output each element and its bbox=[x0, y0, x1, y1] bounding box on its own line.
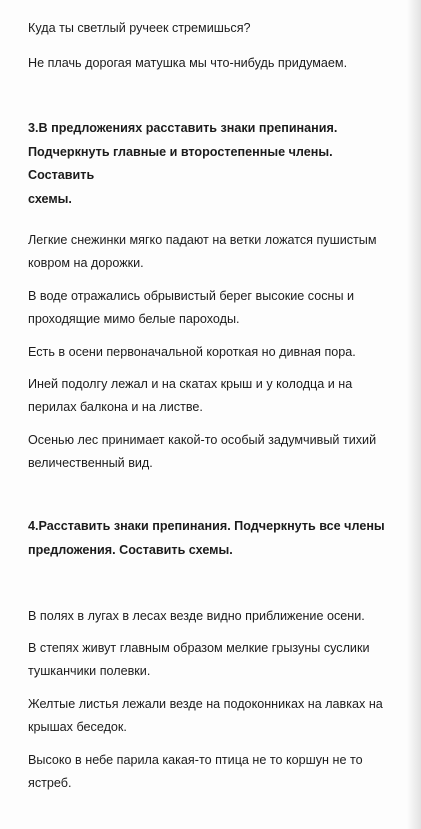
task3-sentence-1: Легкие снежинки мягко падают на ветки ложатся пушистым ковром на дорожки. bbox=[28, 233, 377, 270]
task4-sentence-2: В степях живут главным образом мелкие грызуны суслики тушканчики полевки. bbox=[28, 641, 370, 678]
intro-sentence-1: Куда ты светлый ручеек стремишься? bbox=[28, 21, 251, 35]
task4-sentence-1: В полях в лугах в лесах везде видно приближение осени. bbox=[28, 609, 365, 623]
task4-sentence-3: Желтые листья лежали везде на подоконниках на лавках на крышах беседок. bbox=[28, 697, 383, 734]
task3-sentence-2: В воде отражались обрывистый берег высокие сосны и проходящие мимо белые пароходы. bbox=[28, 289, 355, 326]
task3-sentence-4: Иней подолгу лежал и на скатах крыш и у колодца и на перилах балкона и на листве. bbox=[28, 377, 353, 414]
task3-sentence-5: Осенью лес принимает какой-то особый задумчивый тихий величественный вид. bbox=[28, 433, 377, 470]
task4-sentence-4: Высоко в небе парила какая-то птица не то коршун не то ястреб. bbox=[28, 753, 363, 790]
task3-heading: 3.В предложениях расставить знаки препинания. Подчеркнуть главные и второстепенные члены. Составить схемы. bbox=[28, 121, 338, 206]
task4-heading: 4.Расставить знаки препинания. Подчеркнуть все члены предложения. Составить схемы. bbox=[28, 519, 385, 557]
task3-sentence-3: Есть в осени первоначальной короткая но дивная пора. bbox=[28, 345, 356, 359]
intro-sentence-2: Не плачь дорогая матушка мы что-нибудь придумаем. bbox=[28, 56, 348, 70]
page-edge-shadow bbox=[407, 0, 421, 829]
